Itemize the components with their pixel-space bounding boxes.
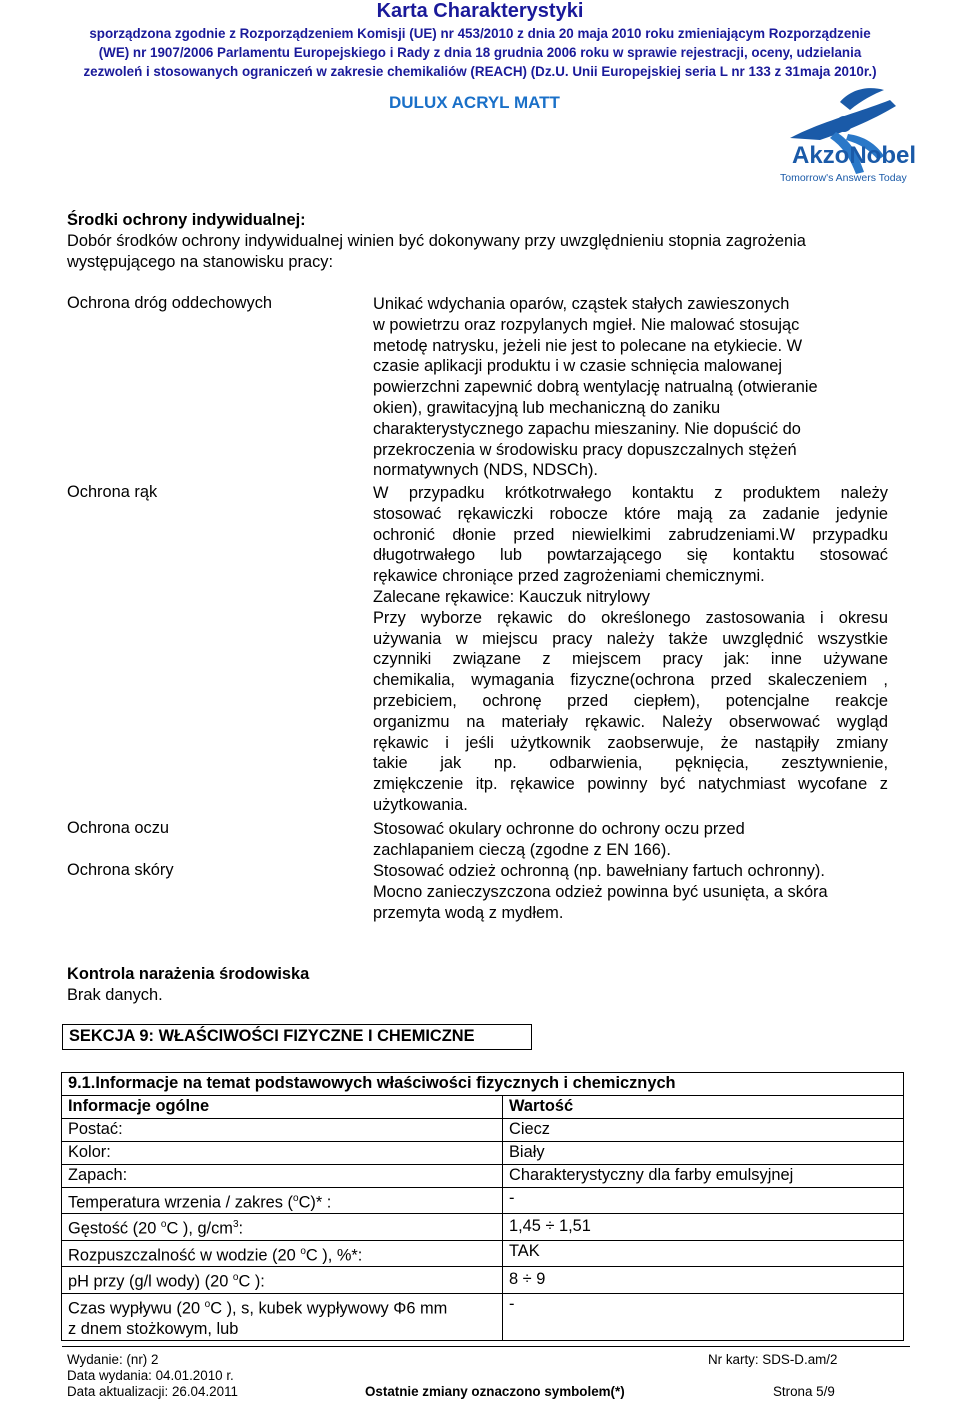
section-9-title: SEKCJA 9: WŁAŚCIWOŚCI FIZYCZNE I CHEMICZNE bbox=[69, 1027, 475, 1045]
label-part: C)* : bbox=[298, 1193, 332, 1212]
property-label bbox=[62, 1293, 503, 1340]
table-row bbox=[62, 1119, 904, 1142]
table-row bbox=[62, 1096, 904, 1119]
ppe-intro-line-1: Dobór środków ochrony indywidualnej winien być dokonywany przy uwzględnieniu stopnia zagrożenia bbox=[67, 232, 806, 250]
footer-page-number: Strona 5/9 bbox=[773, 1384, 835, 1399]
text-line: takie jak np. odbarwienia, pęknięcia, zesztywnienie, bbox=[373, 754, 888, 773]
table-row bbox=[62, 1240, 904, 1266]
label-part: C ): bbox=[238, 1272, 265, 1291]
table-subtitle: 9.1.Informacje na temat podstawowych właściwości fizycznych i chemicznych bbox=[62, 1073, 904, 1096]
superscript: o bbox=[232, 1272, 239, 1284]
text-line: normatywnych (NDS, NDSCh). bbox=[373, 461, 598, 480]
physical-properties-table bbox=[61, 1072, 904, 1341]
section-9-header bbox=[62, 1024, 532, 1050]
label-part: C ), s, kubek wypływowy Φ6 mm bbox=[210, 1299, 448, 1318]
footer-issue-date: Data wydania: 04.01.2010 r. bbox=[67, 1368, 234, 1383]
footer-update-date: Data aktualizacji: 26.04.2011 bbox=[67, 1384, 238, 1399]
env-control-heading: Kontrola narażenia środowiska bbox=[67, 965, 310, 983]
text-line: organizmu na materiały rękawic. Należy obserwować wygląd bbox=[373, 712, 888, 731]
text-line: ochronić dłonie przed niewielkimi zabrudzeniami.W przypadku bbox=[373, 525, 888, 544]
label-part: Czas wypływu (20 bbox=[68, 1299, 205, 1318]
footer-divider bbox=[62, 1346, 910, 1347]
property-label bbox=[62, 1214, 503, 1240]
hand-protection-text bbox=[373, 483, 888, 816]
text-line: chemikalia, wymagania fizyczne(ochrona przed skaleczeniem , bbox=[373, 671, 888, 690]
column-header-value: Wartość bbox=[503, 1096, 904, 1119]
property-value: - bbox=[503, 1188, 904, 1214]
text-line: okien), grawitacyjną lub mechaniczną do zaniku bbox=[373, 398, 721, 417]
property-value: Charakterystyczny dla farby emulsyjnej bbox=[503, 1165, 904, 1188]
table-row bbox=[62, 1142, 904, 1165]
footer-changes-note: Ostatnie zmiany oznaczono symbolem(*) bbox=[365, 1384, 625, 1399]
text-line: Stosować okulary ochronne do ochrony oczu przed bbox=[373, 820, 745, 838]
property-label bbox=[62, 1240, 503, 1266]
text-line: używania w miejscu pracy należy także uwzględnić wszystkie bbox=[373, 629, 888, 648]
property-value: 8 ÷ 9 bbox=[503, 1267, 904, 1293]
logo-wordmark: AkzoNobel bbox=[792, 142, 917, 169]
text-line: Mocno zanieczyszczona odzież powinna być usunięta, a skóra bbox=[373, 882, 828, 901]
label-part: z dnem stożkowym, lub bbox=[68, 1320, 239, 1339]
document-title: Karta Charakterystyki bbox=[376, 0, 584, 22]
text-line: powierzchni zapewnić dobrą wentylację natrualną (otwieranie bbox=[373, 378, 818, 397]
text-line: Unikać wdychania oparów, cząstek stałych zawieszonych bbox=[373, 295, 790, 313]
text-line: czasie aplikacji produktu i w czasie schnięcia malowanej bbox=[373, 357, 783, 376]
text-line: Zalecane rękawice: Kauczuk nitrylowy bbox=[373, 587, 650, 606]
footer-card-number: Nr karty: SDS-D.am/2 bbox=[708, 1352, 838, 1367]
table-row bbox=[62, 1267, 904, 1293]
text-line: charakterystycznego zapachu mieszaniny. Nie dopuścić do bbox=[373, 419, 801, 438]
text-line: przebiciem, ochronę przed ciepłem), potencjalne reakcje bbox=[373, 691, 888, 710]
text-line: rękawice chroniące przed zagrożeniami chemicznymi. bbox=[373, 567, 765, 586]
label-part: C ), g/cm bbox=[166, 1219, 233, 1238]
akzonobel-logo bbox=[780, 82, 930, 190]
table-row bbox=[62, 1293, 904, 1340]
ppe-intro-line-2: występującego na stanowisku pracy: bbox=[67, 253, 334, 271]
respiratory-protection-text bbox=[373, 294, 888, 481]
label-part: C ), %*: bbox=[305, 1246, 363, 1265]
text-line: w powietrzu oraz rozpylanych mgieł. Nie malować stosując bbox=[373, 315, 800, 334]
hand-protection-label: Ochrona rąk bbox=[67, 483, 158, 501]
property-value: Ciecz bbox=[503, 1119, 904, 1142]
text-line: użytkowania. bbox=[373, 795, 468, 814]
logo-tagline: Tomorrow's Answers Today bbox=[780, 172, 907, 184]
property-value: 1,45 ÷ 1,51 bbox=[503, 1214, 904, 1240]
skin-protection-text bbox=[373, 861, 888, 923]
text-line: zmiękczenie itp. rękawice powinny być natychmiast wycofane z bbox=[373, 775, 888, 794]
text-line: metodę natrysku, jeżeli nie jest to polecane na etykiecie. W bbox=[373, 336, 803, 355]
superscript: o bbox=[293, 1193, 299, 1204]
ppe-heading: Środki ochrony indywidualnej: bbox=[67, 211, 306, 229]
text-line: przekroczenia w środowisku pracy dopuszczalnych stężeń bbox=[373, 440, 797, 459]
label-part: pH przy (g/l wody) (20 bbox=[68, 1272, 233, 1291]
env-control-text: Brak danych. bbox=[67, 986, 163, 1004]
column-header-general: Informacje ogólne bbox=[62, 1096, 503, 1119]
eye-protection-text bbox=[373, 819, 888, 861]
text-line: rękawic i jeśli użytkownik zaobserwuje, że nastąpiły zmiany bbox=[373, 733, 888, 752]
respiratory-protection-label: Ochrona dróg oddechowych bbox=[67, 294, 273, 312]
label-part: Temperatura wrzenia / zakres ( bbox=[68, 1193, 293, 1212]
table-row bbox=[62, 1214, 904, 1240]
text-line: czynniki związane z miejscem pracy jak: inne używane bbox=[373, 650, 888, 669]
superscript: o bbox=[300, 1245, 306, 1257]
skin-protection-label: Ochrona skóry bbox=[67, 861, 174, 879]
footer-edition: Wydanie: (nr) 2 bbox=[67, 1352, 159, 1367]
regulation-line-3: zezwoleń i stosowanych ograniczeń w zakresie chemikaliów (REACH) (Dz.U. Unii Europejskiej seria L nr 133 z 31maja 2010r.) bbox=[83, 64, 877, 79]
property-label: Zapach: bbox=[62, 1165, 503, 1188]
product-name: DULUX ACRYL MATT bbox=[389, 93, 560, 112]
text-line: przemyta wodą z mydłem. bbox=[373, 903, 564, 922]
table-row bbox=[62, 1073, 904, 1096]
text-line: stosować rękawiczki robocze które mają za zadanie jedynie bbox=[373, 504, 888, 523]
table-row bbox=[62, 1165, 904, 1188]
property-value: - bbox=[503, 1293, 904, 1340]
regulation-line-1: sporządzona zgodnie z Rozporządzeniem Komisji (UE) nr 453/2010 z dnia 20 maja 2010 roku zmieniającym Rozporządzenie bbox=[89, 26, 871, 41]
eye-protection-label: Ochrona oczu bbox=[67, 819, 170, 837]
table-row bbox=[62, 1188, 904, 1214]
label-part: Gęstość (20 bbox=[68, 1219, 161, 1238]
superscript: 3 bbox=[232, 1219, 239, 1231]
property-label: Kolor: bbox=[62, 1142, 503, 1165]
superscript: o bbox=[160, 1219, 167, 1231]
label-part: : bbox=[238, 1219, 244, 1238]
text-line: W przypadku krótkotrwałego kontaktu z produktem należy bbox=[373, 484, 888, 502]
label-part: Rozpuszczalność w wodzie (20 bbox=[68, 1246, 301, 1265]
property-label bbox=[62, 1188, 503, 1214]
property-label: Postać: bbox=[62, 1119, 503, 1142]
property-value: Biały bbox=[503, 1142, 904, 1165]
text-line: zachlapaniem cieczą (zgodne z EN 166). bbox=[373, 840, 671, 859]
text-line: Stosować odzież ochronną (np. bawełniany fartuch ochronny). bbox=[373, 862, 825, 880]
property-value: TAK bbox=[503, 1240, 904, 1266]
superscript: o bbox=[204, 1298, 211, 1310]
property-label bbox=[62, 1267, 503, 1293]
text-line: Przy wyborze rękawic do określonego zastosowania i okresu bbox=[373, 608, 888, 627]
regulation-line-2: (WE) nr 1907/2006 Parlamentu Europejskiego i Rady z dnia 18 grudnia 2006 roku w sprawie rejestracji, oceny, udzielania bbox=[98, 45, 862, 60]
text-line: długotrwałego lub powtarzającego się kontaktu stosować bbox=[373, 546, 888, 565]
